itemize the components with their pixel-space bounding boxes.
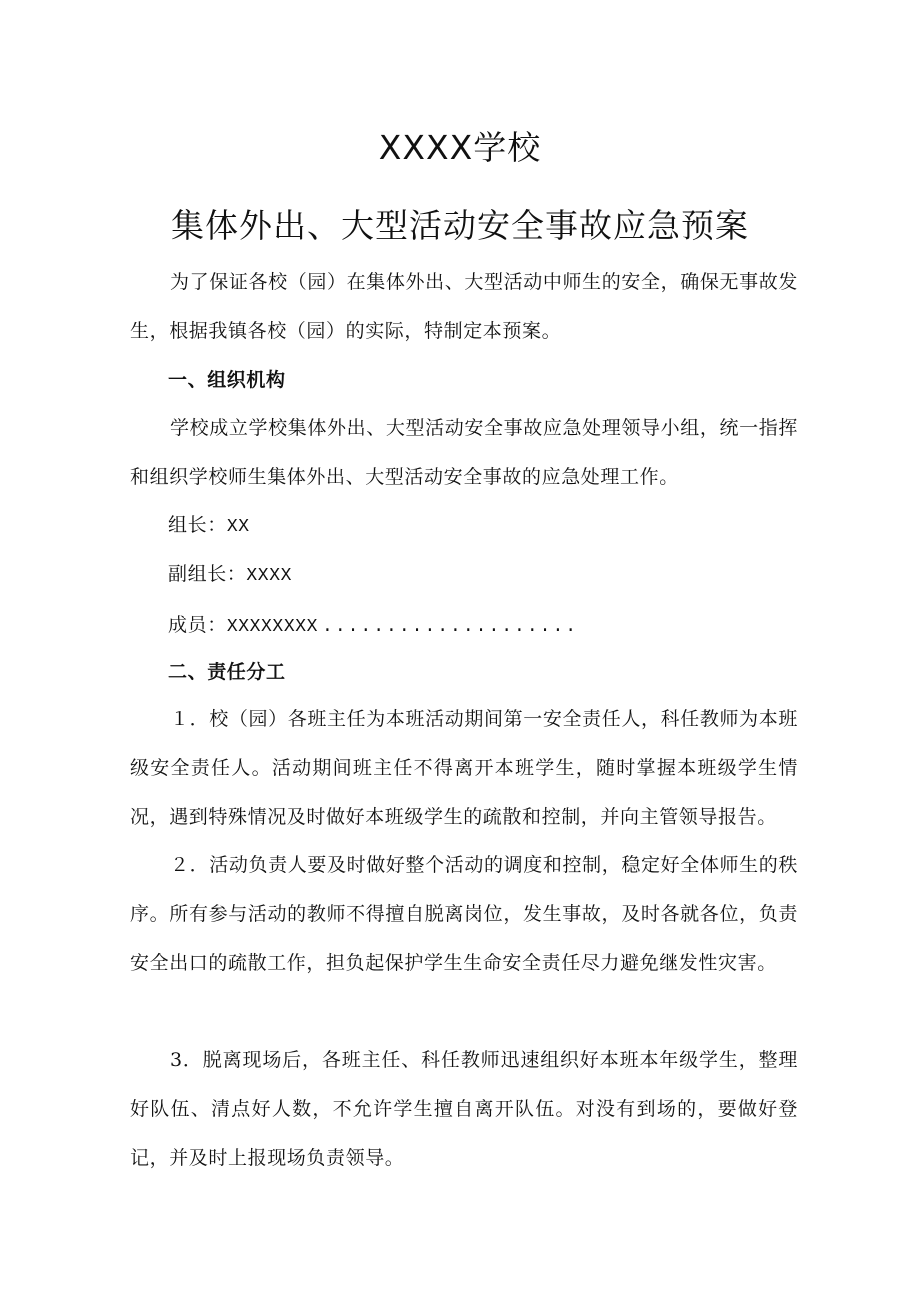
document-title: 集体外出、大型活动安全事故应急预案: [171, 206, 749, 245]
duty-item-1: １．校（园）各班主任为本班活动期间第一安全责任人，科任教师为本班级安全责任人。活动期间班主任不得离开本班学生，随时掌握本班级学生情况，遇到特殊情况及时做好本班级学生的疏散和控制，并向主管领导报告。: [130, 708, 798, 828]
section-2-heading: 二、责任分工: [168, 661, 286, 683]
deputy-leader-line: [168, 559, 292, 591]
section-1-heading: 一、组织机构: [168, 369, 286, 391]
leader-line: [168, 510, 250, 542]
section-1-paragraph: 学校成立学校集体外出、大型活动安全事故应急处理领导小组，统一指挥和组织学校师生集体外出、大型活动安全事故的应急处理工作。: [130, 417, 798, 488]
duty-item-2: ２．活动负责人要及时做好整个活动的调度和控制，稳定好全体师生的秩序。所有参与活动的教师不得擅自脱离岗位，发生事故，及时各就各位，负责安全出口的疏散工作，担负起保护学生生命安全责任尽力避免继发性灾害。: [130, 854, 798, 974]
members-line: [168, 610, 578, 642]
duty-item-3: 3．脱离现场后，各班主任、科任教师迅速组织好本班本年级学生，整理好队伍、清点好人数，不允许学生擅自离开队伍。对没有到场的，要做好登记，并及时上报现场负责领导。: [130, 1049, 798, 1169]
school-title: XXXX学校: [378, 128, 542, 167]
members-value: XXXXXXXX: [226, 617, 319, 637]
leader-value: XX: [226, 517, 250, 537]
leader-label: 组长：: [168, 514, 227, 536]
deputy-leader-value: XXXX: [246, 566, 293, 586]
intro-paragraph: 为了保证各校（园）在集体外出、大型活动中师生的安全，确保无事故发生，根据我镇各校（园）的实际，特制定本预案。: [130, 271, 798, 342]
members-dots: ....................: [322, 617, 579, 637]
members-label: 成员：: [168, 614, 227, 636]
deputy-leader-label: 副组长：: [168, 563, 247, 585]
